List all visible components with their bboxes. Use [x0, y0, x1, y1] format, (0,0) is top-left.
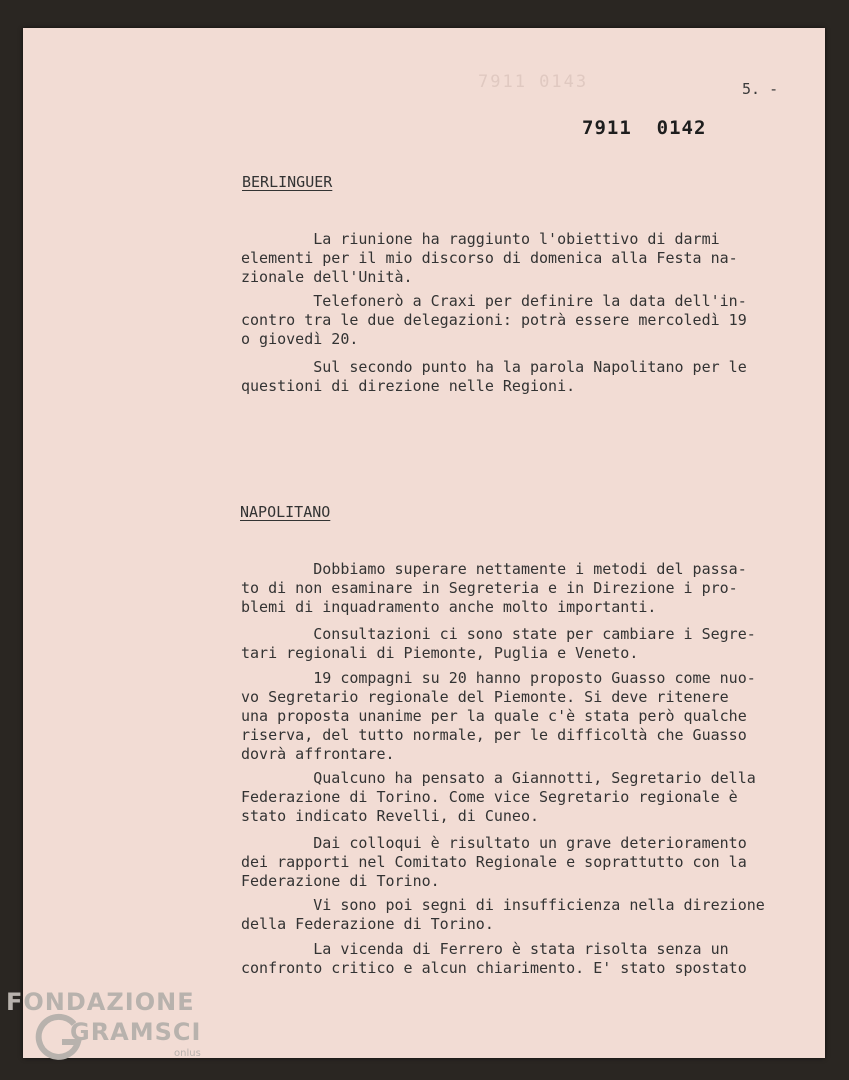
- paragraph: Dobbiamo superare nettamente i metodi del passa- to di non esaminare in Segreteria e in Direzione i pro- blemi di inquadramento anche molto importanti.: [241, 560, 747, 616]
- paragraph: Vi sono poi segni di insufficienza nella direzione della Federazione di Torino.: [241, 896, 765, 933]
- watermark-line3: onlus: [174, 1048, 201, 1059]
- paragraph: 19 compagni su 20 hanno proposto Guasso come nuo- vo Segretario regionale del Piemonte. Si deve ritenere una proposta unanime per la quale c'è stata però qualche riserva, del tutto normale, per le difficoltà che Guasso dovrà affrontare.: [241, 669, 756, 763]
- watermark-line1: FONDAZIONE: [6, 988, 195, 1016]
- paragraph: Consultazioni ci sono state per cambiare i Segre- tari regionali di Piemonte, Puglia e Veneto.: [241, 625, 756, 662]
- watermark-line2: GRAMSCI: [70, 1018, 202, 1046]
- section-heading-napolitano: NAPOLITANO: [240, 503, 331, 521]
- paragraph: La riunione ha raggiunto l'obiettivo di darmi elementi per il mio discorso di domenica alla Festa na- zionale dell'Unità.: [241, 230, 738, 286]
- bleed-through-number: 7911 0143: [478, 72, 589, 92]
- page-number: 5. -: [742, 80, 779, 98]
- paragraph: Dai colloqui è risultato un grave deterioramento dei rapporti nel Comitato Regionale e soprattutto con la Federazione di Torino.: [241, 834, 747, 890]
- paragraph: Qualcuno ha pensato a Giannotti, Segretario della Federazione di Torino. Come vice Segretario regionale è stato indicato Revelli, di Cuneo.: [241, 769, 756, 825]
- section-heading-berlinguer: BERLINGUER: [242, 173, 333, 191]
- archive-number: 7911 0142: [582, 117, 707, 139]
- paragraph: Sul secondo punto ha la parola Napolitano per le questioni di direzione nelle Regioni.: [241, 358, 747, 395]
- paragraph: Telefonerò a Craxi per definire la data dell'in- contro tra le due delegazioni: potrà essere mercoledì 19 o giovedì 20.: [241, 292, 747, 348]
- paragraph: La vicenda di Ferrero è stata risolta senza un confronto critico e alcun chiarimento. E' stato spostato: [241, 940, 747, 977]
